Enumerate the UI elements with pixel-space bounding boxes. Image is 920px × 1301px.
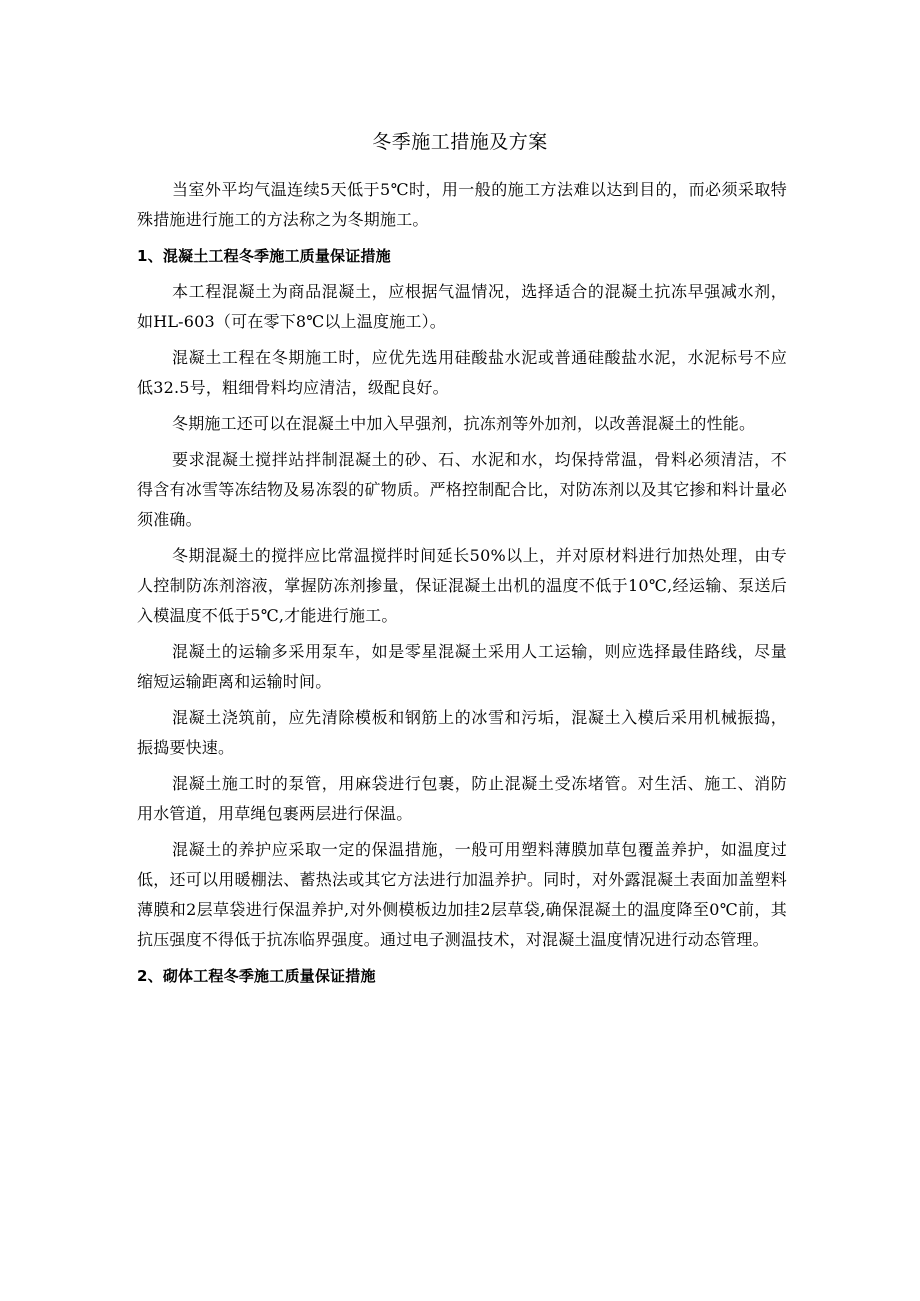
- section-1-paragraph: 要求混凝土搅拌站拌制混凝土的砂、石、水泥和水，均保持常温，骨料必须清洁，不得含有冰雪等冻结物及易冻裂的矿物质。严格控制配合比，对防冻剂以及其它掺和料计量必须准确。: [137, 450, 787, 529]
- document-title: 冬季施工措施及方案: [372, 131, 548, 153]
- section-1-heading: 1、混凝土工程冬季施工质量保证措施: [137, 247, 391, 265]
- section-1-paragraph: 本工程混凝土为商品混凝土，应根据气温情况，选择适合的混凝土抗冻早强减水剂，如HL-603（可在零下8℃以上温度施工）。: [137, 282, 787, 331]
- section-2-heading: 2、砌体工程冬季施工质量保证措施: [137, 967, 376, 985]
- intro-paragraph: 当室外平均气温连续5天低于5℃时，用一般的施工方法难以达到目的，而必须采取特殊措施进行施工的方法称之为冬期施工。: [137, 180, 787, 229]
- section-1-paragraph: 混凝土的运输多采用泵车，如是零星混凝土采用人工运输，则应选择最佳路线，尽量缩短运输距离和运输时间。: [137, 642, 787, 691]
- section-1-paragraph: 混凝土施工时的泵管，用麻袋进行包裹，防止混凝土受冻堵管。对生活、施工、消防用水管道，用草绳包裹两层进行保温。: [137, 774, 787, 823]
- section-1-paragraph: 混凝土工程在冬期施工时，应优先选用硅酸盐水泥或普通硅酸盐水泥，水泥标号不应低32.5号，粗细骨料均应清洁，级配良好。: [137, 348, 787, 397]
- section-1-paragraph: 混凝土的养护应采取一定的保温措施，一般可用塑料薄膜加草包覆盖养护，如温度过低，还可以用暖棚法、蓄热法或其它方法进行加温养护。同时，对外露混凝土表面加盖塑料薄膜和2层草袋进行保温养护,对外侧模板边加挂2层草袋,确保混凝土的温度降至0℃前，其抗压强度不得低于抗冻临界强度。通过电子测温技术，对混凝土温度情况进行动态管理。: [137, 840, 787, 949]
- section-1-paragraph: 混凝土浇筑前，应先清除模板和钢筋上的冰雪和污垢，混凝土入模后采用机械振捣，振捣要快速。: [137, 708, 787, 757]
- document-body: [137, 175, 787, 997]
- section-1-paragraph: 冬期施工还可以在混凝土中加入早强剂，抗冻剂等外加剂，以改善混凝土的性能。: [172, 414, 756, 433]
- section-1-paragraph: 冬期混凝土的搅拌应比常温搅拌时间延长50%以上，并对原材料进行加热处理，由专人控制防冻剂溶液，掌握防冻剂掺量，保证混凝土出机的温度不低于10℃,经运输、泵送后入模温度不低于5℃,才能进行施工。: [137, 546, 787, 625]
